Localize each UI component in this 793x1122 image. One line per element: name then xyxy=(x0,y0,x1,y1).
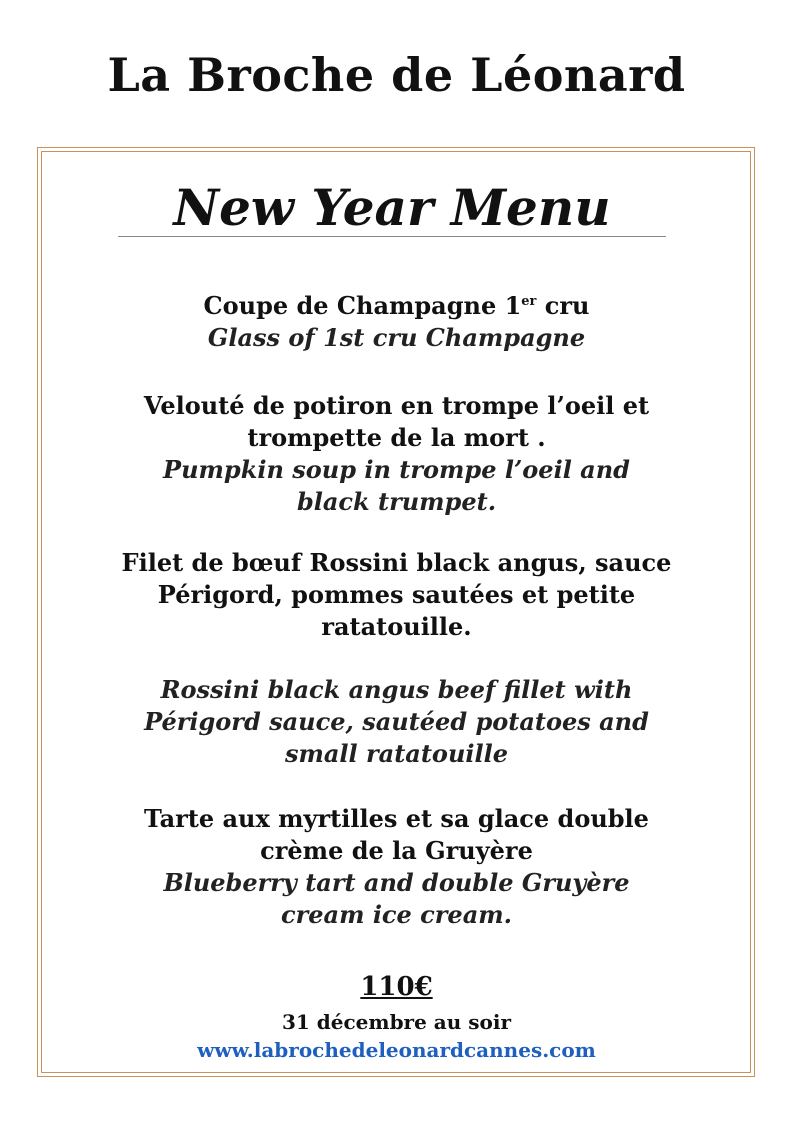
course-en-line: Blueberry tart and double Gruyère xyxy=(163,868,630,897)
course-dessert xyxy=(60,803,733,931)
event-date: 31 décembre au soir xyxy=(282,1010,511,1034)
website-link[interactable]: www.labrochedeleonardcannes.com xyxy=(197,1038,596,1062)
course-champagne xyxy=(60,290,733,354)
course-fr-line: Périgord, pommes sautées et petite xyxy=(157,580,636,609)
course-fr-line: trompette de la mort . xyxy=(247,423,546,452)
course-soup xyxy=(60,390,733,518)
course-en-line: Glass of 1st cru Champagne xyxy=(207,323,586,352)
menu-title: New Year Menu xyxy=(118,180,666,237)
course-en-line: Rossini black angus beef fillet with xyxy=(160,675,633,704)
course-fr-line: Tarte aux myrtilles et sa glace double xyxy=(144,804,649,833)
course-fr-line: Coupe de Champagne 1er cru xyxy=(203,291,590,320)
course-en-line: Périgord sauce, sautéed potatoes and xyxy=(144,707,649,736)
course-en-line: small ratatouille xyxy=(284,739,509,768)
course-fr-line: Filet de bœuf Rossini black angus, sauce xyxy=(121,548,672,577)
course-fr-line: ratatouille. xyxy=(321,612,472,641)
course-en-line: cream ice cream. xyxy=(280,900,512,929)
course-fr-line: Velouté de potiron en trompe l’oeil et xyxy=(143,391,650,420)
course-en-line: black trumpet. xyxy=(296,487,497,516)
course-en-line: Pumpkin soup in trompe l’oeil and xyxy=(163,455,630,484)
price: 110€ xyxy=(360,972,433,1002)
course-beef-en xyxy=(60,674,733,770)
course-beef-fr xyxy=(60,547,733,643)
restaurant-name: La Broche de Léonard xyxy=(107,48,686,102)
course-fr-line: crème de la Gruyère xyxy=(260,836,533,865)
